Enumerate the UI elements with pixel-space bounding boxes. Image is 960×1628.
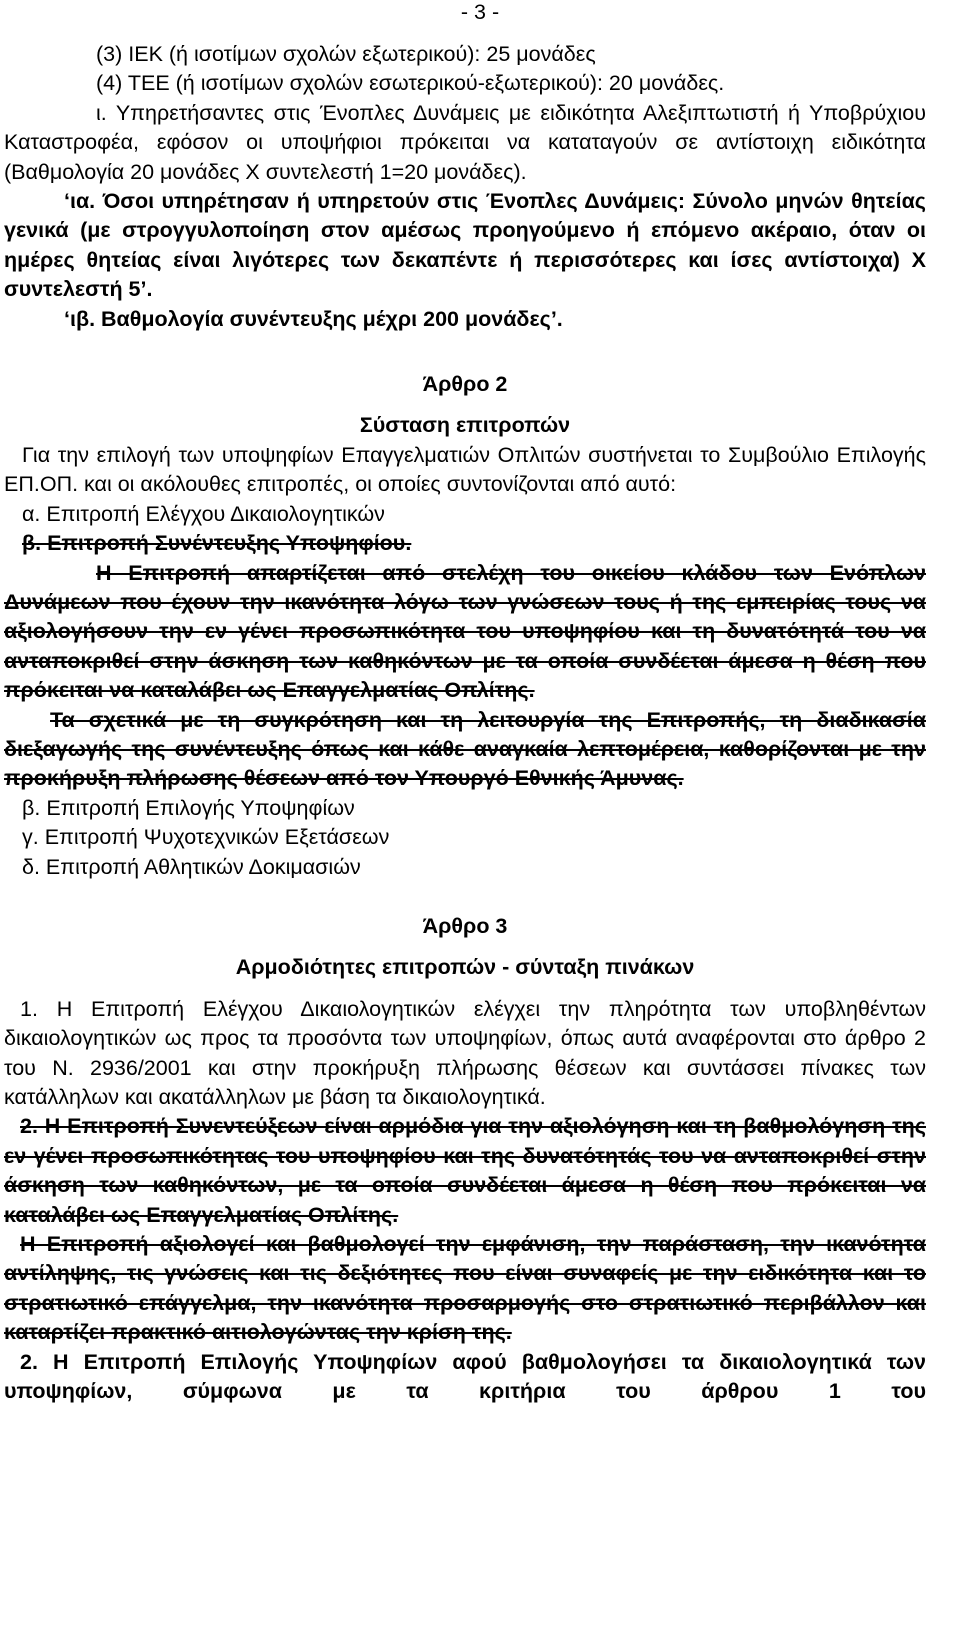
paragraph-i: ι. Υπηρετήσαντες στις Ένοπλες Δυνάμεις με ειδικότητα Αλεξιπτωτιστή ή Υποβρύχιου Καταστροφέα, εφόσον οι υποψήφιοι πρόκειται να καταταγούν σε αντίστοιχη ειδικότητα (Βαθμολογία 20 μονάδες Χ συντελεστή 1=20 μονάδες).: [4, 100, 926, 184]
article-3-paragraph-1: 1. Η Επιτροπή Ελέγχου Δικαιολογητικών ελέγχει την πληρότητα των υποβληθέντων δικαιολογητικών ως προς τα προσόντα των υποψηφίων, όπως αυτά αναφέρονται στο άρθρο 2 του Ν. 2936/2001 και στην προκήρυξη πλήρωσης θέσεων και συντάσσει πίνακες των κατάλληλων και ακατάλληλων με βάση τα δικαιολογητικά.: [4, 996, 926, 1109]
article-2-title: Σύσταση επιτροπών: [359, 413, 571, 438]
article-3-deleted-paragraph-2: 2. Η Επιτροπή Συνεντεύξεων είναι αρμόδια για την αξιολόγηση και τη βαθμολόγηση της εν γένει προσωπικότητας του υποψηφίου και της δυνατότητάς του να ανταποκριθεί στην άσκηση των καθηκόντων, με τα οποία συνδέεται άμεσα η θέση που πρόκειται να καταλάβει ως Επαγγελματίας Οπλίτης.: [4, 1114, 926, 1227]
committee-item-d: δ. Επιτροπή Αθλητικών Δοκιμασιών: [22, 854, 361, 879]
article-3-heading: Άρθρο 3: [422, 913, 508, 938]
paragraph-ib: ‘ιβ. Βαθμολογία συνέντευξης μέχρι 200 μονάδες’.: [64, 306, 563, 331]
committee-item-b-deleted: β. Επιτροπή Συνέντευξης Υποψηφίου.: [22, 531, 412, 556]
paragraph-ia: ‘ια. Όσοι υπηρέτησαν ή υπηρετούν στις Ένοπλες Δυνάμεις: Σύνολο μηνών θητείας γενικά (με στρογγυλοποίηση στον αμέσως προηγούμενο ή επόμενο ακέραιο, όταν οι ημέρες θητείας είναι λιγότερες των δεκαπέντε ή περισσότερες και ίσες αντίστοιχα) Χ συντελεστή 5’.: [4, 189, 926, 302]
article-3-paragraph-2: 2. Η Επιτροπή Επιλογής Υποψηφίων αφού βαθμολογήσει τα δικαιολογητικά των υποψηφίων, σύμφωνα με τα κριτήρια του άρθρου 1 του: [4, 1349, 926, 1404]
committee-item-b: β. Επιτροπή Επιλογής Υποψηφίων: [22, 795, 355, 820]
article-2-intro: Για την επιλογή των υποψηφίων Επαγγελματιών Οπλιτών συστήνεται το Συμβούλιο Επιλογής ΕΠ.ΟΠ. και οι ακόλουθες επιτροπές, οι οποίες συντονίζονται από αυτό:: [4, 442, 926, 497]
article-3-deleted-paragraph-3: Η Επιτροπή αξιολογεί και βαθμολογεί την εμφάνιση, την παράσταση, την ικανότητα αντίληψης, τις γνώσεις και τις δεξιότητες που είναι συναφείς με την ειδικότητα και το στρατιωτικό επάγγελμα, την ικανότητα προσαρμογής στο στρατιωτικό περιβάλλον και καταρτίζει πρακτικό αιτιολογώντας την κρίση της.: [4, 1232, 926, 1345]
list-item-tee: (4) ΤΕΕ (ή ισοτίμων σχολών εσωτερικού-εξωτερικού): 20 μονάδες.: [96, 71, 725, 96]
page-number: - 3 -: [460, 0, 500, 24]
article-3-title: Αρμοδιότητες επιτροπών - σύνταξη πινάκων: [235, 955, 695, 980]
list-item-iek: (3) ΙΕΚ (ή ισοτίμων σχολών εξωτερικού): 25 μονάδες: [96, 42, 596, 66]
committee-item-a: α. Επιτροπή Ελέγχου Δικαιολογητικών: [22, 501, 385, 526]
deleted-paragraph-2: Τα σχετικά με τη συγκρότηση και τη λειτουργία της Επιτροπής, τη διαδικασία διεξαγωγής της συνέντευξης όπως και κάθε αναγκαία λεπτομέρεια, καθορίζονται με την προκήρυξη πλήρωσης θέσεων από τον Υπουργό Εθνικής Άμυνας.: [4, 707, 926, 791]
article-2-heading: Άρθρο 2: [422, 372, 508, 397]
document-body: [4, 40, 926, 1406]
committee-item-c: γ. Επιτροπή Ψυχοτεχνικών Εξετάσεων: [22, 825, 390, 850]
deleted-paragraph-1: Η Επιτροπή απαρτίζεται από στελέχη του οικείου κλάδου των Ενόπλων Δυνάμεων που έχουν την ικανότητα λόγω των γνώσεων τους ή της εμπειρίας τους να αξιολογήσουν την εν γένει προσωπικότητα του υποψηφίου και τη δυνατότητά του να ανταποκριθεί στην άσκηση των καθηκόντων με τα οποία συνδέεται άμεσα η θέση που πρόκειται να καταλάβει ως Επαγγελματίας Οπλίτης.: [4, 560, 926, 703]
